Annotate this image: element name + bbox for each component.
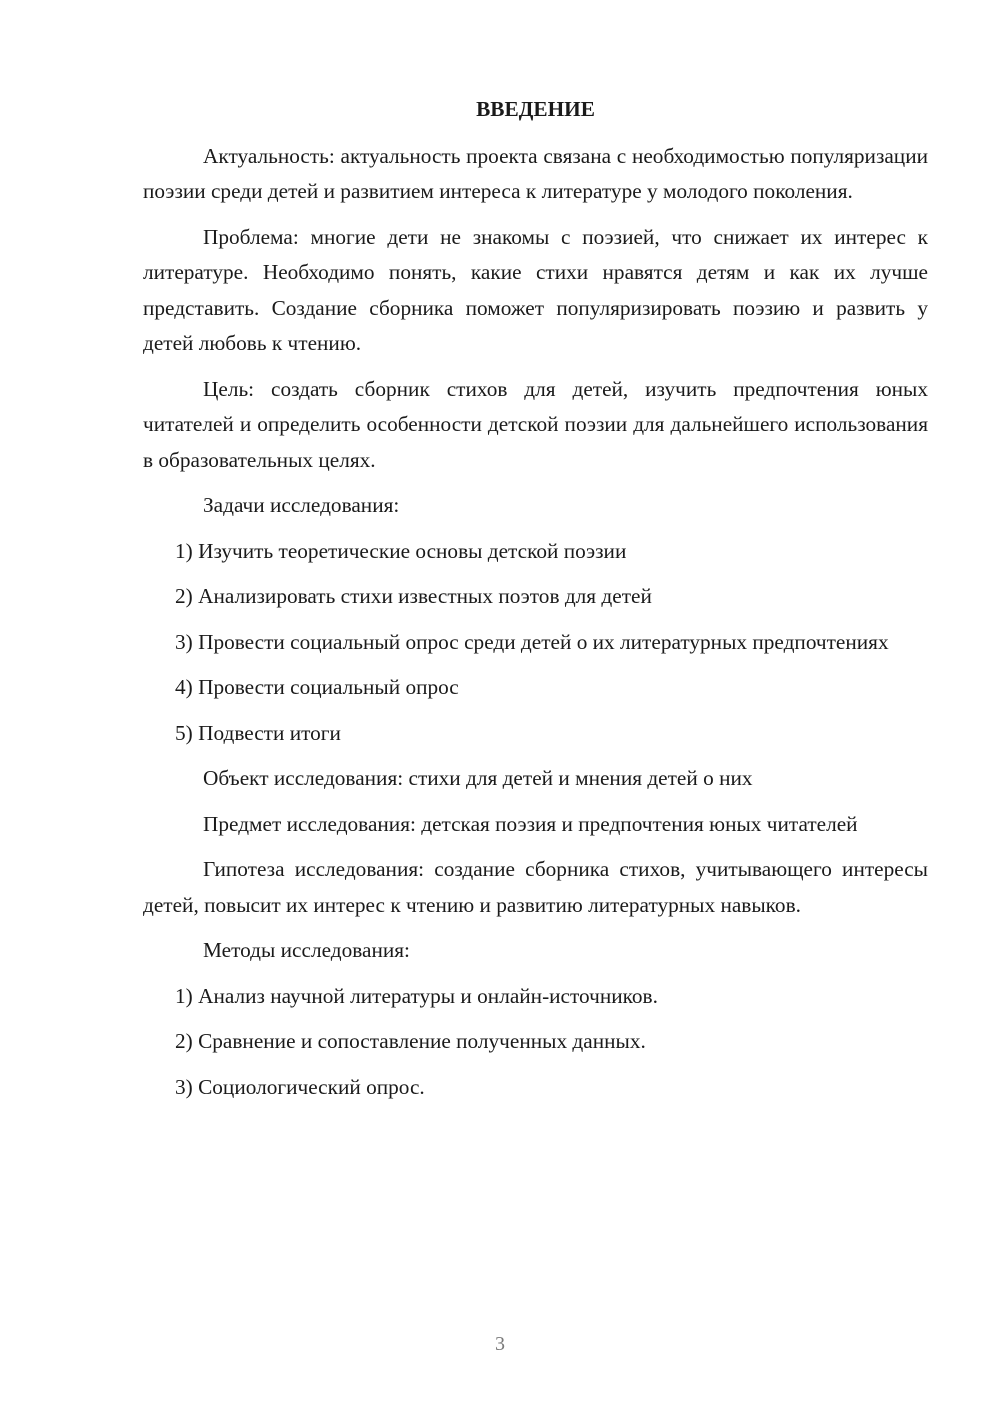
document-body <box>143 92 928 1115</box>
method-item: 2) Сравнение и сопоставление полученных данных. <box>175 1029 646 1053</box>
section-title: ВВЕДЕНИЕ <box>476 97 595 121</box>
task-item: 4) Провести социальный опрос <box>175 675 459 699</box>
task-item: 2) Анализировать стихи известных поэтов для детей <box>175 584 652 608</box>
methods-heading: Методы исследования: <box>203 938 410 962</box>
object-paragraph: Объект исследования: стихи для детей и мнения детей о них <box>203 766 753 790</box>
task-item: 1) Изучить теоретические основы детской поэзии <box>175 538 627 563</box>
relevance-paragraph: Актуальность: актуальность проекта связана с необходимостью популяризации поэзии среди детей и развитием интереса к литературе у молодого поколения. <box>143 143 928 203</box>
method-item: 3) Социологический опрос. <box>175 1074 425 1099</box>
method-item: 1) Анализ научной литературы и онлайн-источников. <box>175 983 658 1008</box>
problem-paragraph: Проблема: многие дети не знакомы с поэзией, что снижает их интерес к литературе. Необходимо понять, какие стихи нравятся детям и как их лучше представить. Создание сборника поможет популяризировать поэзию и развить у детей любовь к чтению. <box>143 224 928 355</box>
task-item: 5) Подвести итоги <box>175 720 341 745</box>
page-number: 3 <box>495 1333 505 1355</box>
goal-paragraph: Цель: создать сборник стихов для детей, изучить предпочтения юных читателей и определить особенности детской поэзии для дальнейшего использования в образовательных целях. <box>143 376 928 472</box>
task-item: 3) Провести социальный опрос среди детей о их литературных предпочтениях <box>175 629 889 654</box>
hypothesis-paragraph: Гипотеза исследования: создание сборника стихов, учитывающего интересы детей, повысит их интерес к чтению и развитию литературных навыков. <box>143 857 928 917</box>
tasks-heading: Задачи исследования: <box>203 493 400 517</box>
subject-paragraph: Предмет исследования: детская поэзия и предпочтения юных читателей <box>203 811 858 836</box>
